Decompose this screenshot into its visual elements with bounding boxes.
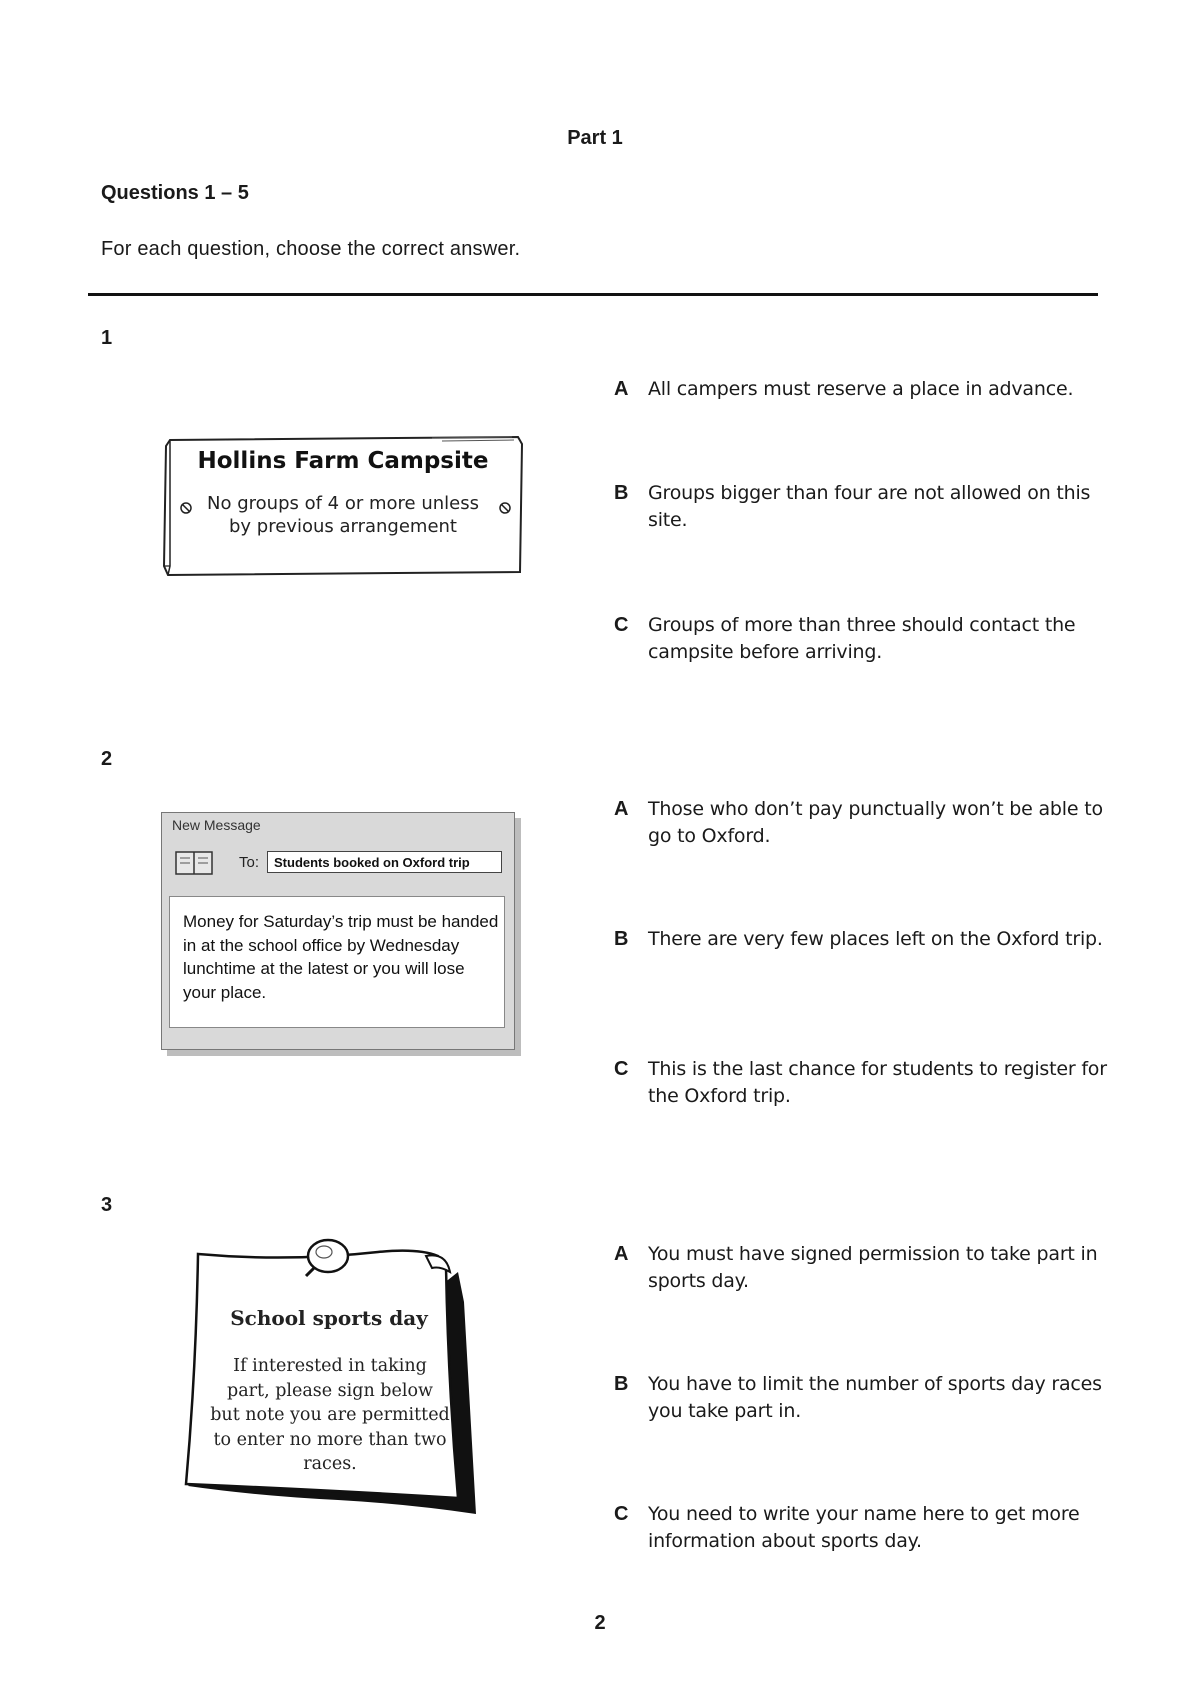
option-text: This is the last chance for students to register for the Oxford trip. bbox=[648, 1058, 1107, 1107]
question-number-3: 3 bbox=[101, 1194, 113, 1216]
notice-title: School sports day bbox=[230, 1306, 428, 1330]
option-text: Those who don’t pay punctually won’t be able to go to Oxford. bbox=[648, 798, 1103, 847]
option-letter: A bbox=[614, 1243, 629, 1265]
option-text: All campers must reserve a place in advance. bbox=[648, 378, 1074, 400]
sign-title: Hollins Farm Campsite bbox=[197, 448, 489, 474]
option-letter: A bbox=[614, 378, 629, 400]
message-header: New Message bbox=[172, 817, 261, 833]
option-letter: C bbox=[614, 1058, 629, 1080]
question-range: Questions 1 – 5 bbox=[101, 182, 249, 204]
option-letter: B bbox=[614, 1373, 629, 1395]
question-number-2: 2 bbox=[101, 748, 113, 770]
campsite-sign bbox=[162, 434, 524, 576]
option-text: There are very few places left on the Oxford trip. bbox=[648, 928, 1103, 950]
sign-text: No groups of 4 or more unless by previous arrangement bbox=[207, 493, 479, 537]
instruction: For each question, choose the correct answer. bbox=[101, 238, 521, 260]
option-letter: B bbox=[614, 928, 629, 950]
recipient-field: Students booked on Oxford trip bbox=[267, 851, 502, 873]
option-letter: C bbox=[614, 614, 629, 636]
option-text: Groups bigger than four are not allowed on this site. bbox=[648, 482, 1091, 531]
option-text: Groups of more than three should contact the campsite before arriving. bbox=[648, 614, 1076, 663]
notice-text: If interested in taking part, please sign below but note you are permitted to enter no more than two races. bbox=[210, 1356, 450, 1474]
option-letter: B bbox=[614, 482, 629, 504]
divider bbox=[88, 293, 1098, 296]
page-number: 2 bbox=[594, 1612, 606, 1634]
part-title: Part 1 bbox=[567, 127, 623, 149]
message-body: Money for Saturday’s trip must be handed in at the school office by Wednesday lunchtime at the latest or you will lose your place. bbox=[183, 912, 499, 1002]
address-book-icon bbox=[174, 849, 214, 877]
sports-day-notice bbox=[178, 1232, 478, 1522]
option-text: You need to write your name here to get more information about sports day. bbox=[648, 1503, 1080, 1552]
to-label: To: bbox=[239, 854, 260, 871]
question-number-1: 1 bbox=[101, 327, 113, 349]
option-text: You must have signed permission to take part in sports day. bbox=[648, 1243, 1098, 1292]
email-message bbox=[161, 812, 521, 1056]
option-text: You have to limit the number of sports day races you take part in. bbox=[648, 1373, 1102, 1422]
option-letter: C bbox=[614, 1503, 629, 1525]
option-letter: A bbox=[614, 798, 629, 820]
